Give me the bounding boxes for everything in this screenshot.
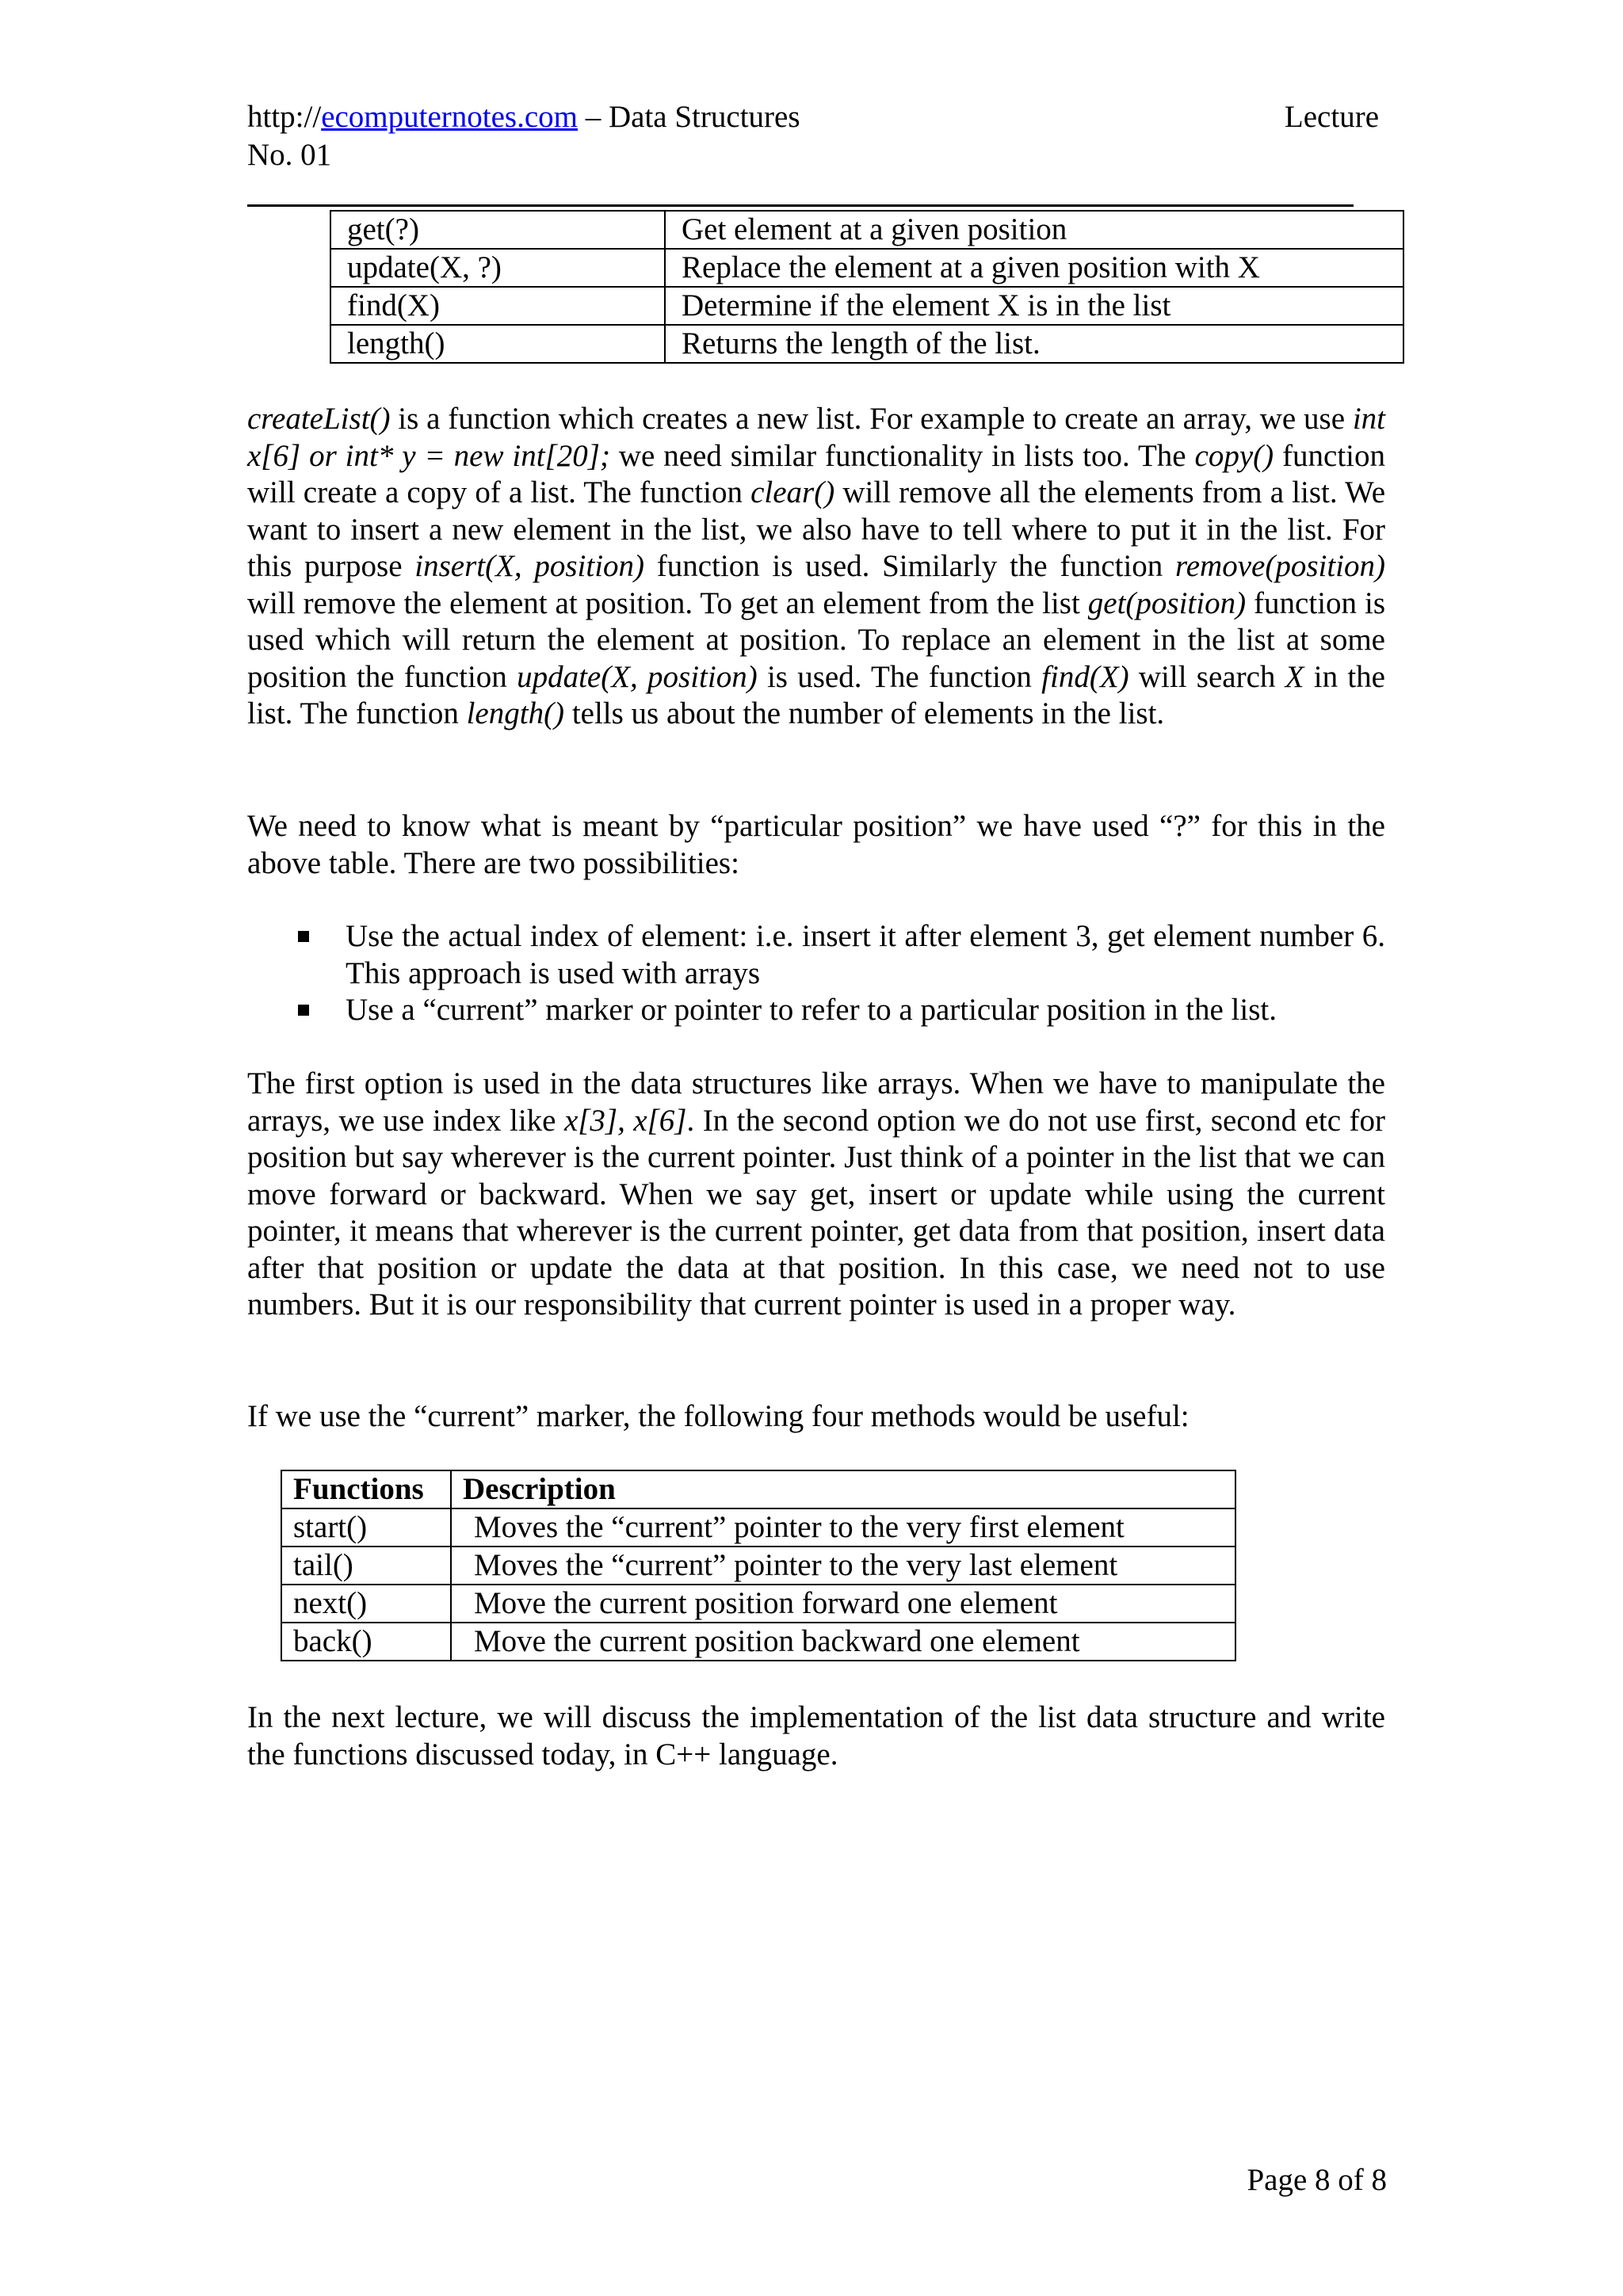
text-span: will search bbox=[1128, 659, 1285, 694]
text-span: function is used which will return the element at position. To replace an element in the list at some position the function bbox=[247, 585, 1386, 694]
table-row bbox=[330, 287, 1403, 325]
function-cell: update(X, ?) bbox=[330, 249, 665, 287]
header-title: – Data Structures bbox=[578, 100, 800, 134]
code-term: remove(position) bbox=[1175, 549, 1385, 583]
table-row bbox=[330, 211, 1403, 249]
current-marker-methods-table bbox=[281, 1470, 1236, 1661]
header-prefix: http:// bbox=[247, 100, 322, 134]
list-item bbox=[247, 918, 1385, 992]
text-span: we need similar functionality in lists too. The bbox=[609, 438, 1195, 473]
text-span: will remove the element at position. To get an element from the list bbox=[247, 585, 1088, 620]
paragraph-options bbox=[247, 1066, 1385, 1324]
header-link[interactable]: ecomputernotes.com bbox=[321, 100, 578, 134]
code-term: insert(X, position) bbox=[414, 549, 645, 583]
table-row bbox=[281, 1585, 1235, 1623]
function-cell: next() bbox=[281, 1585, 451, 1623]
square-bullet-icon bbox=[298, 931, 309, 942]
function-cell: get(?) bbox=[330, 211, 665, 249]
text-span: tells us about the number of elements in the list. bbox=[564, 696, 1165, 730]
paragraph-position-question: We need to know what is meant by “particular position” we have used “?” for this in the above table. There are two possibilities: bbox=[247, 809, 1385, 880]
text-span: function is used. Similarly the function bbox=[644, 549, 1176, 583]
code-term: int x[6] or int* y = new int[20]; bbox=[247, 402, 1385, 473]
header-cell-functions: Functions bbox=[281, 1470, 451, 1508]
page-header bbox=[247, 98, 1379, 136]
list-item bbox=[247, 992, 1385, 1029]
text-span: The first option is used in the data structures like arrays. When we have to manipulate the arrays, we use index like bbox=[247, 1066, 1385, 1138]
page-number: Page 8 of 8 bbox=[1247, 2163, 1387, 2197]
list-operations-table bbox=[330, 210, 1404, 364]
function-cell: start() bbox=[281, 1508, 451, 1547]
paragraph-next-lecture: In the next lecture, we will discuss the implementation of the list data structure and write the functions discussed today, in C++ language. bbox=[247, 1700, 1385, 1772]
paragraph-list-functions bbox=[247, 401, 1385, 733]
code-term: get(position) bbox=[1087, 585, 1247, 620]
table-row bbox=[281, 1508, 1235, 1547]
code-term: X bbox=[1285, 659, 1304, 694]
list-item-text: Use the actual index of element: i.e. insert it after element 3, get element number 6. This approach is used with arrays bbox=[346, 919, 1385, 990]
code-term: find(X) bbox=[1041, 659, 1129, 694]
header-lecture: Lecture bbox=[1284, 100, 1379, 134]
table-row bbox=[281, 1547, 1235, 1585]
code-term: update(X, position) bbox=[517, 659, 758, 694]
possibilities-list bbox=[247, 918, 1385, 1029]
table-row bbox=[330, 249, 1403, 287]
text-span: in the list. The function bbox=[247, 659, 1385, 730]
function-cell: find(X) bbox=[330, 287, 665, 325]
description-cell: Determine if the element X is in the list bbox=[665, 287, 1403, 325]
text-span: . In the second option we do not use first, second etc for position but say wherever is the current pointer. Just think of a pointer in the list that we can move forward or backward. When we say get, insert or update while using the current pointer, it means that wherever is the current pointer, get data from that position, insert data after that position or update the data at that position. In this case, we need not to use numbers. But it is our responsibility that current pointer is used in a proper way. bbox=[247, 1103, 1385, 1322]
description-cell: Move the current position forward one element bbox=[451, 1585, 1235, 1623]
description-cell: Replace the element at a given position with X bbox=[665, 249, 1403, 287]
code-term: x[3], x[6] bbox=[563, 1103, 687, 1138]
list-item-text: Use a “current” marker or pointer to refer to a particular position in the list. bbox=[346, 993, 1277, 1027]
table-header-row bbox=[281, 1470, 1235, 1508]
square-bullet-icon bbox=[298, 1005, 309, 1016]
description-cell: Returns the length of the list. bbox=[665, 325, 1403, 363]
header-divider bbox=[247, 204, 1354, 207]
code-term: copy() bbox=[1194, 438, 1274, 473]
table-row bbox=[330, 325, 1403, 363]
function-cell: back() bbox=[281, 1623, 451, 1661]
text-span: is used. The function bbox=[757, 659, 1042, 694]
function-cell: tail() bbox=[281, 1547, 451, 1585]
table-row bbox=[281, 1623, 1235, 1661]
paragraph-current-marker: If we use the “current” marker, the following four methods would be useful: bbox=[247, 1399, 1190, 1433]
code-term: length() bbox=[466, 696, 565, 730]
text-span: is a function which creates a new list. For example to create an array, we use bbox=[390, 402, 1353, 436]
function-cell: length() bbox=[330, 325, 665, 363]
code-term: clear() bbox=[750, 475, 835, 509]
description-cell: Moves the “current” pointer to the very last element bbox=[451, 1547, 1235, 1585]
header-cell-description: Description bbox=[451, 1470, 1235, 1508]
header-lecture-number: No. 01 bbox=[247, 138, 332, 172]
text-span: function will create a copy of a list. The function bbox=[247, 438, 1386, 509]
description-cell: Get element at a given position bbox=[665, 211, 1403, 249]
code-term: createList() bbox=[247, 402, 391, 436]
description-cell: Moves the “current” pointer to the very first element bbox=[451, 1508, 1235, 1547]
description-cell: Move the current position backward one element bbox=[451, 1623, 1235, 1661]
text-span: will remove all the elements from a list. We want to insert a new element in the list, we also have to tell where to put it in the list. For this purpose bbox=[247, 475, 1386, 583]
